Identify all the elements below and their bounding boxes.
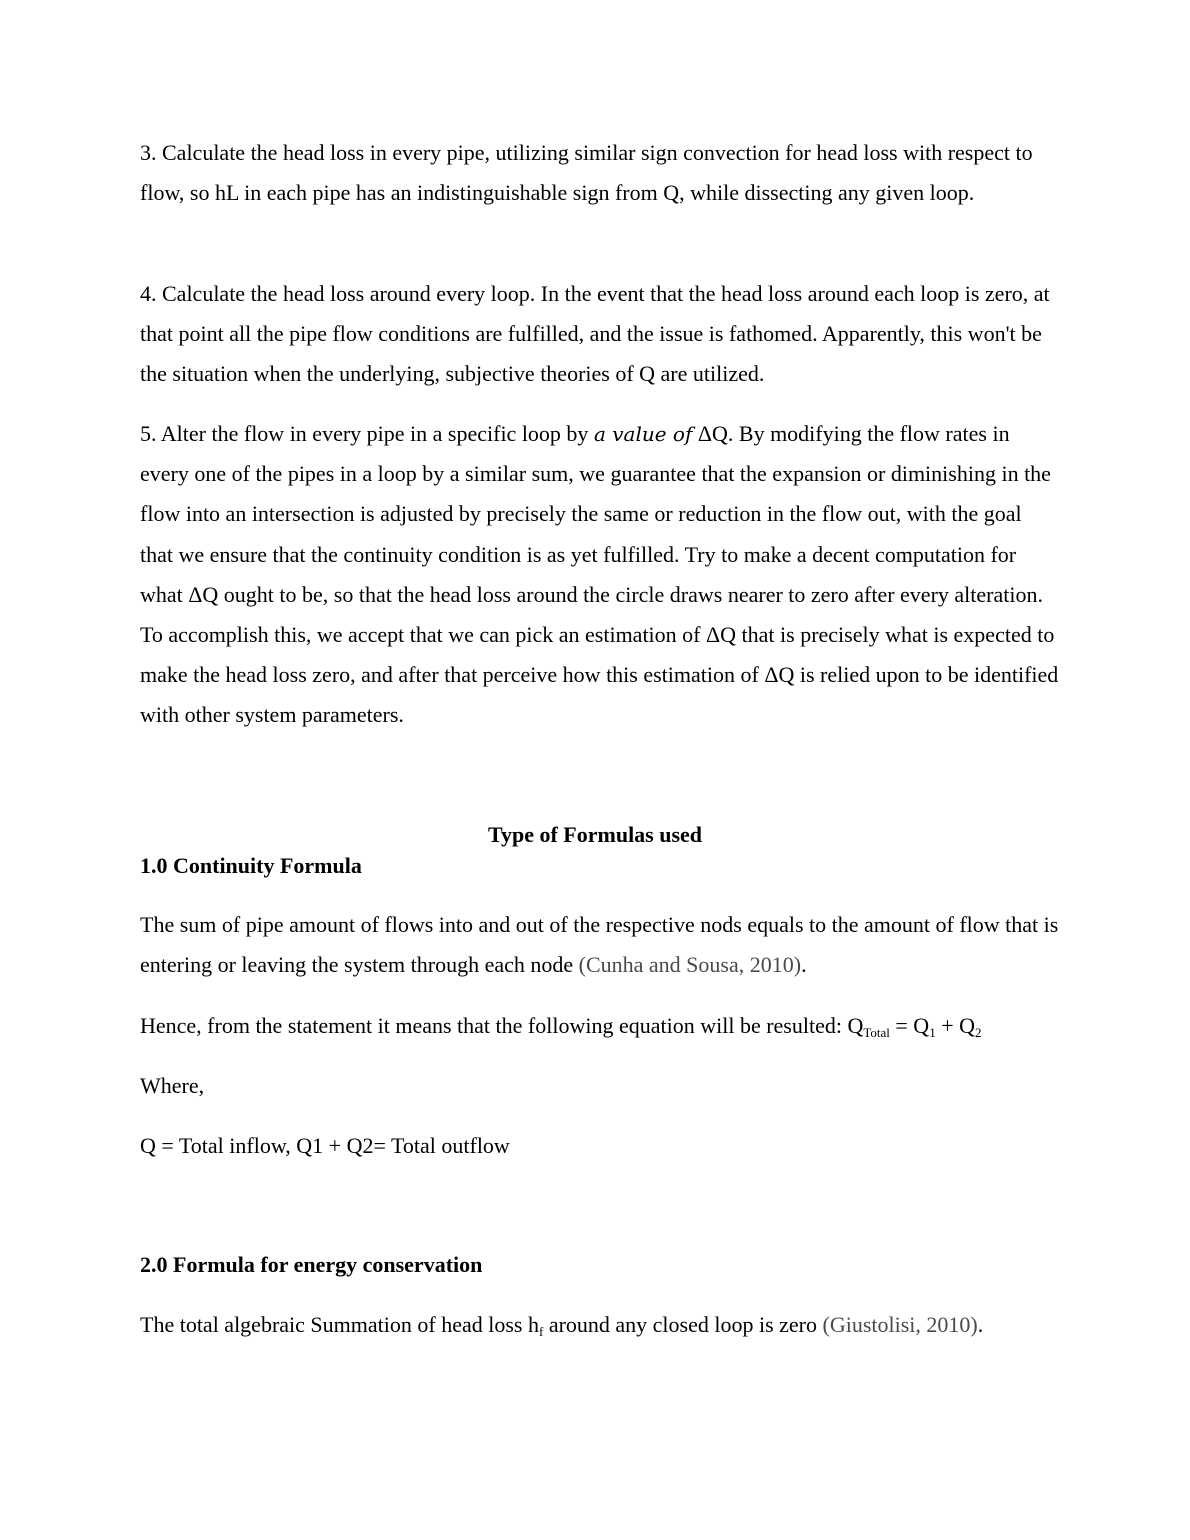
step-5-text-start: 5. Alter the flow in every pipe in a specific loop by	[140, 421, 594, 446]
equation-sub-1: 1	[929, 1025, 936, 1040]
step-5-text-rest: ΔQ. By modifying the flow rates in every one of the pipes in a loop by a similar sum, we guarantee that the expansion or diminishing in the flow into an intersection is adjusted by precisely the same or reduction in the flow out, with the goal that we ensure that the continuity condition is as yet fulfilled. Try to make a decent computation for what ΔQ ought to be, so that the head loss around the circle draws nearer to zero after every alteration. To accomplish this, we accept that we can pick an estimation of ΔQ that is precisely what is expected to make the head loss zero, and after that perceive how this estimation of ΔQ is relied upon to be identified with other system parameters.	[140, 421, 1059, 728]
equation-plus: + Q	[935, 1013, 975, 1038]
step-5-paragraph	[140, 414, 1060, 736]
step-5-italic-phrase: a value of	[593, 422, 693, 446]
continuity-equation	[140, 1011, 981, 1041]
continuity-paragraph	[140, 905, 1060, 985]
continuity-heading: 1.0 Continuity Formula	[140, 853, 362, 878]
equation-sub-total: Total	[863, 1025, 890, 1040]
energy-paragraph	[140, 1310, 983, 1340]
continuity-end: .	[801, 952, 807, 978]
energy-citation: (Giustolisi, 2010)	[822, 1312, 978, 1337]
energy-sub-f: f	[538, 1324, 544, 1339]
step-3-paragraph: 3. Calculate the head loss in every pipe, utilizing similar sign convection for head loss with respect to flow, so hL in each pipe has an indistinguishable sign from Q, while dissecting any given loop.	[140, 140, 1033, 206]
equation-mid: = Q	[889, 1013, 930, 1038]
energy-text-start: The total algebraic Summation of head loss h	[140, 1312, 539, 1337]
flow-definition: Q = Total inflow, Q1 + Q2= Total outflow	[140, 1133, 510, 1158]
equation-intro: Hence, from the statement it means that the following equation will be resulted: Q	[140, 1013, 864, 1038]
formulas-section-title: Type of Formulas used	[487, 822, 703, 847]
energy-end: .	[977, 1312, 984, 1337]
equation-sub-2: 2	[974, 1025, 982, 1040]
energy-heading: 2.0 Formula for energy conservation	[140, 1252, 483, 1277]
continuity-citation: (Cunha and Sousa, 2010)	[578, 952, 802, 978]
where-label: Where,	[140, 1073, 205, 1098]
energy-text-rest: around any closed loop is zero	[543, 1312, 823, 1337]
step-4-paragraph: 4. Calculate the head loss around every loop. In the event that the head loss around each loop is zero, at that point all the pipe flow conditions are fulfilled, and the issue is fathomed. Apparently, this won't be the situation when the underlying, subjective theories of Q are utilized.	[140, 281, 1050, 387]
continuity-text: The sum of pipe amount of flows into and out of the respective nods equals to the amount of flow that is entering or leaving the system through each node	[140, 912, 1059, 978]
